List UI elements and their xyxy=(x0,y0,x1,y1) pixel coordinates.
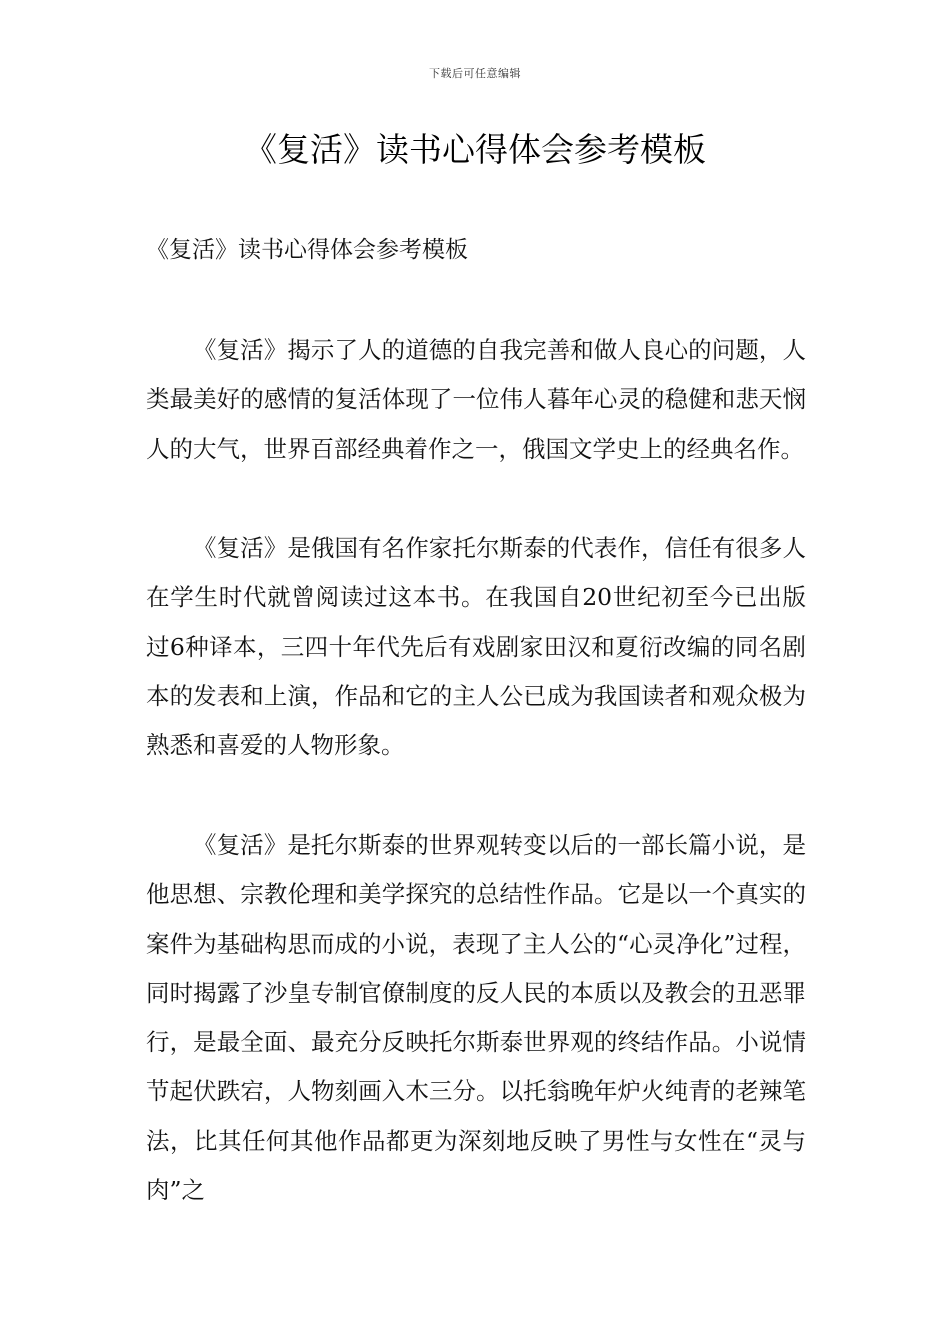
body-paragraph-2: 《复活》是俄国有名作家托尔斯泰的代表作，信任有很多人在学生时代就曾阅读过这本书。在我国自20世纪初至今已出版过6种译本，三四十年代先后有戏剧家田汉和夏衍改编的同名剧本的发表和上演，作品和它的主人公已成为我国读者和观众极为熟悉和喜爱的人物形象。 xyxy=(146,534,806,760)
header-note: 下载后可任意编辑 xyxy=(429,67,521,80)
document-subtitle: 《复活》读书心得体会参考模板 xyxy=(146,237,468,263)
body-paragraph-3: 《复活》是托尔斯泰的世界观转变以后的一部长篇小说，是他思想、宗教伦理和美学探究的总结性作品。它是以一个真实的案件为基础构思而成的小说，表现了主人公的“心灵净化”过程，同时揭露了沙皇专制官僚制度的反人民的本质以及教会的丑恶罪行，是最全面、最充分反映托尔斯泰世界观的终结作品。小说情节起伏跌宕，人物刻画入木三分。以托翁晚年炉火纯青的老辣笔法，比其任何其他作品都更为深刻地反映了男性与女性在“灵与肉”之 xyxy=(146,831,806,1205)
body-paragraph-1: 《复活》揭示了人的道德的自我完善和做人良心的问题，人类最美好的感情的复活体现了一位伟人暮年心灵的稳健和悲天悯人的大气，世界百部经典着作之一，俄国文学史上的经典名作。 xyxy=(146,336,806,463)
document-title: 《复活》读书心得体会参考模板 xyxy=(244,130,706,169)
